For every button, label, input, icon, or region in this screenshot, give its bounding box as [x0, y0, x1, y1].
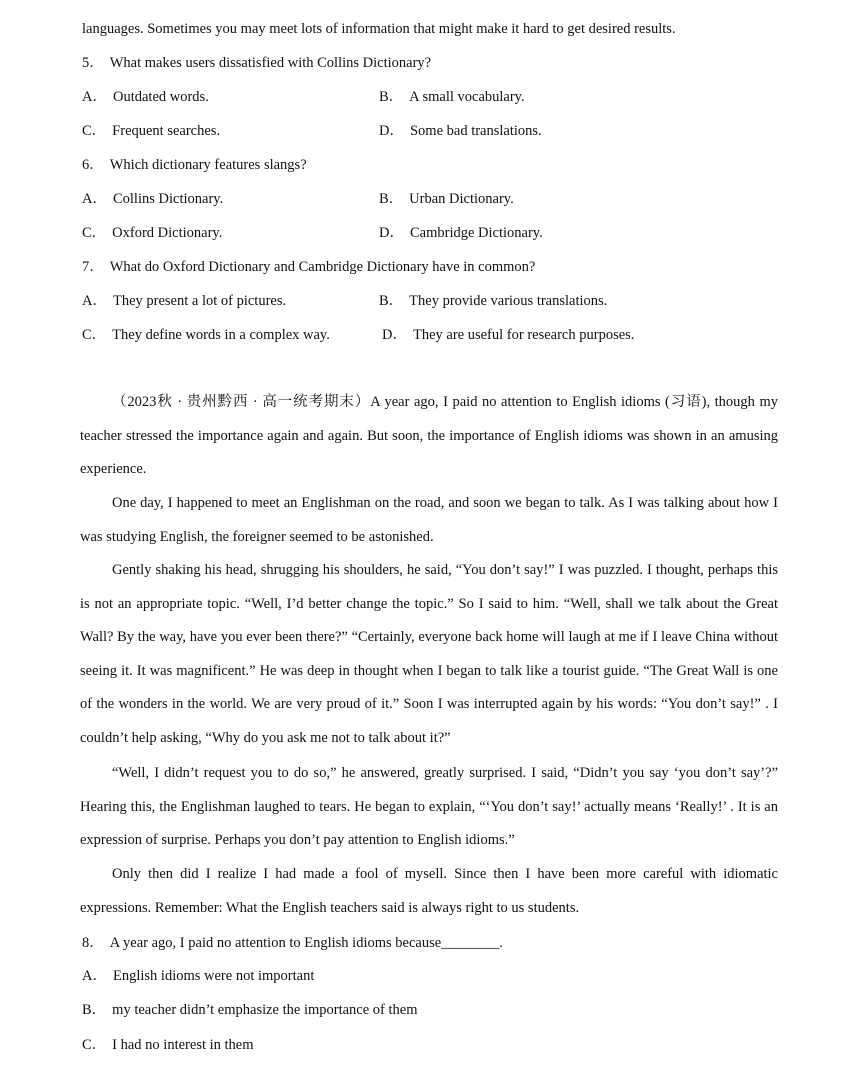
option-text: Urban Dictionary. — [409, 191, 514, 207]
option-text: Some bad translations. — [409, 123, 542, 139]
option-letter: A． — [82, 89, 107, 105]
question-6 — [82, 156, 307, 174]
passage-paragraph-4: “Well, I didn’t request you to do so,” he answered, greatly surprised. I said, “Didn’t you say ‘you don’t say’?” Hearing this, the Englishman laughed to tears. He began to explain, “‘You don’t say!’ actually means ‘Really!’ . It is an expression of surprise. Perhaps you don’t pay attention to English idioms.” — [80, 765, 778, 849]
option-letter: D． — [379, 123, 404, 139]
passage-paragraph-2: One day, I happened to meet an Englishman on the road, and soon we began to talk. As I was talking about how I was studying English, the foreigner seemed to be astonished. — [80, 495, 778, 545]
q8-option-c[interactable] — [82, 1036, 254, 1054]
question-number: 7． — [82, 259, 104, 275]
passage-source: （2023秋 · 贵州黔西 · 高一统考期末） — [112, 394, 371, 410]
option-letter: B． — [379, 293, 404, 309]
q5-option-d[interactable] — [379, 122, 542, 140]
option-text: Collins Dictionary. — [112, 191, 224, 207]
option-letter: A． — [82, 191, 107, 207]
option-text: I had no interest in them — [112, 1037, 254, 1053]
option-letter: B． — [379, 89, 404, 105]
q6-option-b[interactable] — [379, 190, 514, 208]
option-letter: C． — [82, 1037, 107, 1053]
q6-option-c[interactable] — [82, 224, 222, 242]
q7-option-c[interactable] — [82, 326, 330, 344]
q5-option-b[interactable] — [379, 88, 525, 106]
option-text: Frequent searches. — [112, 123, 221, 139]
option-letter: C． — [82, 123, 107, 139]
q5-option-c[interactable] — [82, 122, 220, 140]
option-letter: B． — [82, 1002, 107, 1018]
q7-option-b[interactable] — [379, 292, 607, 310]
option-text: Outdated words. — [112, 89, 209, 105]
question-number: 5． — [82, 55, 104, 71]
question-5 — [82, 54, 431, 72]
option-letter: C． — [82, 327, 107, 343]
option-letter: C． — [82, 225, 107, 241]
option-letter: A． — [82, 293, 107, 309]
question-number: 6． — [82, 157, 104, 173]
option-text: Oxford Dictionary. — [112, 225, 223, 241]
question-7 — [82, 258, 535, 276]
question-text: What do Oxford Dictionary and Cambridge Dictionary have in common? — [109, 259, 536, 275]
q7-option-d[interactable] — [382, 326, 634, 344]
paragraph-text: A year ago, I paid no attention to English idioms (习语), though my teacher stressed the importance again and again. But soon, the importance of English idioms was shown in an amusing experience. — [80, 394, 778, 478]
option-text: They provide various translations. — [409, 293, 608, 309]
passage-fragment-top: languages. Sometimes you may meet lots of information that might make it hard to get desired results. — [82, 21, 676, 37]
question-8 — [82, 934, 503, 952]
option-text: They are useful for research purposes. — [412, 327, 635, 343]
q6-option-a[interactable] — [82, 190, 223, 208]
question-text: Which dictionary features slangs? — [109, 157, 307, 173]
option-text: English idioms were not important — [112, 968, 315, 984]
q8-option-a[interactable] — [82, 967, 314, 985]
option-text: They define words in a complex way. — [112, 327, 330, 343]
option-letter: A． — [82, 968, 107, 984]
option-letter: D． — [382, 327, 407, 343]
passage-paragraph-1 — [80, 386, 778, 487]
q5-option-a[interactable] — [82, 88, 209, 106]
option-text: They present a lot of pictures. — [112, 293, 287, 309]
passage-paragraph-3: Gently shaking his head, shrugging his shoulders, he said, “You don’t say!” I was puzzled. I thought, perhaps this is not an appropriate topic. “Well, I’d better change the topic.” So I said to him. “Well, shall we talk about the Great Wall? By the way, have you ever been there?” “Certainly, everyone back home will laugh at me if I leave China without seeing it. It was magnificent.” He was deep in thought when I began to talk like a tourist guide. “The Great Wall is one of the wonders in the world. We are very proud of it.” Soon I was interrupted again by his words: “You don’t say!” . I couldn’t help asking, “Why do you ask me not to talk about it?” — [80, 562, 778, 746]
option-text: A small vocabulary. — [409, 89, 525, 105]
option-text: my teacher didn’t emphasize the importance of them — [112, 1002, 418, 1018]
q7-option-a[interactable] — [82, 292, 286, 310]
question-number: 8． — [82, 935, 104, 951]
passage-paragraph-5: Only then did I realize I had made a fool of mysell. Since then I have been more careful with idiomatic expressions. Remember: What the English teachers said is always right to us students. — [80, 866, 778, 916]
question-text: A year ago, I paid no attention to English idioms because________. — [109, 935, 503, 951]
q6-option-d[interactable] — [379, 224, 543, 242]
option-letter: D． — [379, 225, 404, 241]
option-text: Cambridge Dictionary. — [409, 225, 543, 241]
question-text: What makes users dissatisfied with Collins Dictionary? — [109, 55, 432, 71]
option-letter: B． — [379, 191, 404, 207]
q8-option-b[interactable] — [82, 1001, 418, 1019]
